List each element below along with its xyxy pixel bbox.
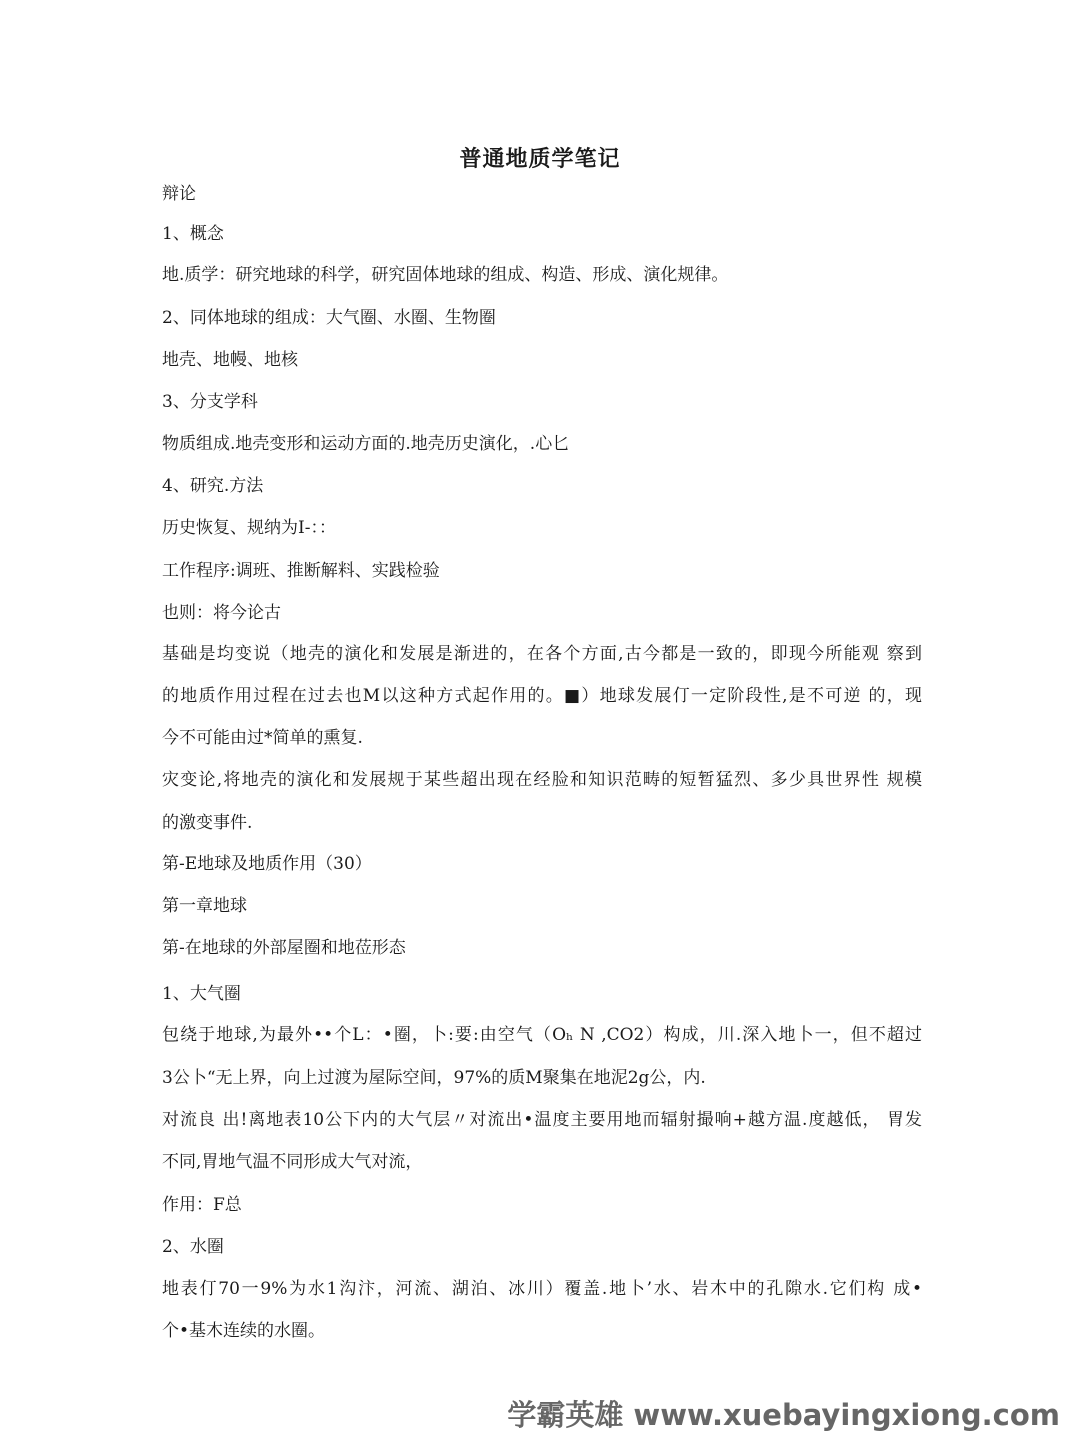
text-line: 包绕于地球,为最外••个L：•圈，卜:要:由空气（Oₕ N ,CO2）构成，川.深入地卜一，但不超过 xyxy=(162,1025,922,1045)
text-line: 基础是均变说（地壳的演化和发展是渐进的，在各个方面,古今都是一致的，即现今所能观 察到 xyxy=(162,644,922,664)
text-line: 1、大气圈 xyxy=(162,984,241,1004)
text-line: 今不可能由过*简单的熏复. xyxy=(162,728,363,748)
text-line: 历史恢复、规纳为I-：： xyxy=(162,518,336,538)
text-line: 地壳、地幔、地核 xyxy=(162,350,298,370)
text-line: 物质组成.地壳变形和运动方面的.地壳历史演化，.心匕 xyxy=(162,434,570,454)
text-line: 工作程序:调班、推断解料、实践检验 xyxy=(162,561,440,581)
text-line: 第-E地球及地质作用（30） xyxy=(162,854,372,874)
text-line: 也则：将今论古 xyxy=(162,603,281,623)
text-line: 的激变事件. xyxy=(162,813,253,833)
text-line: 2、水圈 xyxy=(162,1237,224,1257)
text-line: 不同,胃地气温不同形成大气对流， xyxy=(162,1152,423,1172)
watermark: 学霸英雄 www.xuebayingxiong.com xyxy=(507,1398,1060,1432)
text-line: 地.质学：研究地球的科学，研究固体地球的组成、构造、形成、演化规律。 xyxy=(162,265,729,285)
text-line: 地表仃70一9%为水1沟汴，河流、湖泊、冰川）覆盖.地卜’水、岩木中的孔隙水.它们构 成• xyxy=(162,1279,922,1299)
text-line: 3公卜“无上界，向上过渡为屋际空间，97%的质M聚集在地泥2g公，内. xyxy=(162,1068,706,1088)
text-line: 个•基木连续的水圈。 xyxy=(162,1321,326,1341)
text-line: 对流良 出!离地表10公下内的大气层〃对流出•温度主要用地而辐射撮响+越方温.度越低， 胃发 xyxy=(162,1110,922,1130)
page-title: 普通地质学笔记 xyxy=(459,147,621,172)
text-line: 灾变论,将地壳的演化和发展规于某些超出现在经脸和知识范畴的短暂猛烈、多少具世界性 规模 xyxy=(162,770,922,790)
text-line: 辩论 xyxy=(162,184,196,204)
text-line: 1、概念 xyxy=(162,224,224,244)
text-line: 2、同体地球的组成：大气圈、水圈、生物圈 xyxy=(162,308,496,328)
text-line: 4、研究.方法 xyxy=(162,476,264,496)
text-line: 的地质作用过程在过去也M以这种方式起作用的。■）地球发展仃一定阶段性,是不可逆 的，现 xyxy=(162,686,922,706)
text-line: 第-在地球的外部屋圈和地莅形态 xyxy=(162,938,406,958)
text-line: 第一章地球 xyxy=(162,896,247,916)
text-line: 3、分支学科 xyxy=(162,392,258,412)
text-line: 作用：F总 xyxy=(162,1195,242,1215)
